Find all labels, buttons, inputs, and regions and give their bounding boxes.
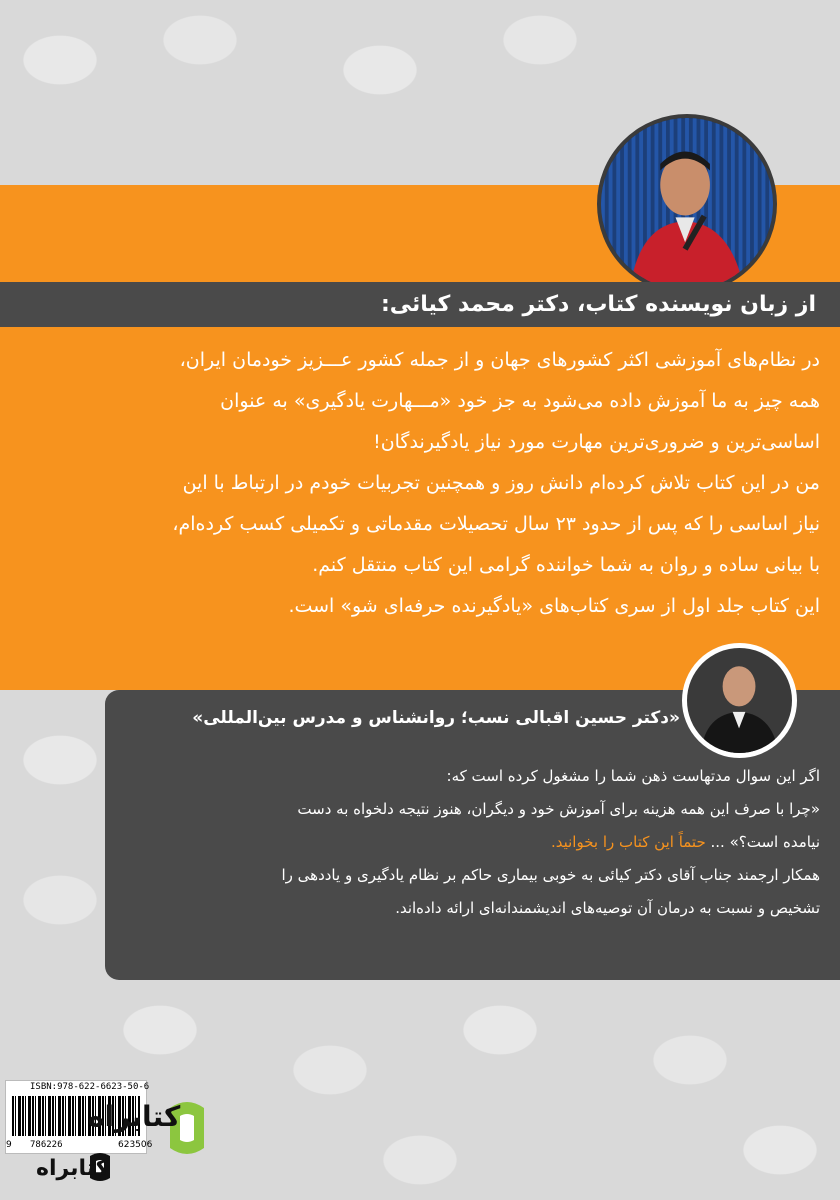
reviewer-quote-line: «چرا با صرف این همه هزینه برای آموزش خود و دیگران، هنوز نتیجه دلخواه به دست xyxy=(297,800,820,818)
author-quote-line: نیاز اساسی را که پس از حدود ۲۳ سال تحصیلات مقدماتی و تکمیلی کسب کرده‌ام، xyxy=(172,513,820,535)
reviewer-portrait-image xyxy=(687,648,792,753)
author-title: از زبان نویسنده کتاب، دکتر محمد کیائی: xyxy=(380,292,816,317)
reviewer-quote-text: نیامده است؟» ... xyxy=(710,833,820,851)
reviewer-quote-line: تشخیص و نسبت به درمان آن توصیه‌های اندیشمندانه‌ای ارائه داده‌اند. xyxy=(395,899,820,917)
author-quote-line: اساسی‌ترین و ضروری‌ترین مهارت مورد نیاز یادگیرندگان! xyxy=(373,431,820,453)
isbn-label: ISBN:978-622-6623-50-6 xyxy=(30,1082,150,1092)
isbn-digits-right: 623506 xyxy=(118,1140,153,1150)
author-quote-line: در نظام‌های آموزشی اکثر کشورهای جهان و از جمله کشور عـــزیز خودمان ایران، xyxy=(179,349,820,371)
author-title-bar xyxy=(0,282,840,327)
reviewer-quote xyxy=(130,760,820,925)
reviewer-photo xyxy=(682,643,797,758)
author-quote-line: این کتاب جلد اول از سری کتاب‌های «یادگیرنده حرفه‌ای شو» است. xyxy=(288,595,820,617)
author-quote-line: با بیانی ساده و روان به شما خواننده گرامی این کتاب منتقل کنم. xyxy=(312,554,820,576)
author-quote-line: من در این کتاب تلاش کرده‌ام دانش روز و همچنین تجربیات خودم در ارتباط با این xyxy=(182,472,820,494)
reviewer-quote-line: همکار ارجمند جناب آقای دکتر کیائی به خوبی بیماری حاکم بر نظام یادگیری و یاددهی را xyxy=(281,866,820,884)
recommendation-highlight: حتماً این کتاب را بخوانید. xyxy=(550,833,706,851)
author-quote xyxy=(70,340,820,627)
reviewer-quote-line xyxy=(130,826,820,859)
reviewer-title: «دکتر حسین اقبالی نسب؛ روانشناس و مدرس بین‌المللی» xyxy=(192,708,680,728)
author-portrait-image xyxy=(601,118,773,290)
author-quote-line: همه چیز به ما آموزش داده می‌شود به جز خود «مـــهارت یادگیری» به عنوان xyxy=(220,390,820,412)
reviewer-quote-line: اگر این سوال مدتهاست ذهن شما را مشغول کرده است که: xyxy=(446,767,820,785)
author-photo xyxy=(597,114,777,294)
ketabrah-logo-text: کتابراه xyxy=(88,1100,181,1133)
isbn-digits-left: 9 xyxy=(6,1140,12,1150)
isbn-digits-mid: 786226 xyxy=(30,1140,63,1150)
ketabrah-small-logo-text: کتابراه xyxy=(36,1156,109,1181)
